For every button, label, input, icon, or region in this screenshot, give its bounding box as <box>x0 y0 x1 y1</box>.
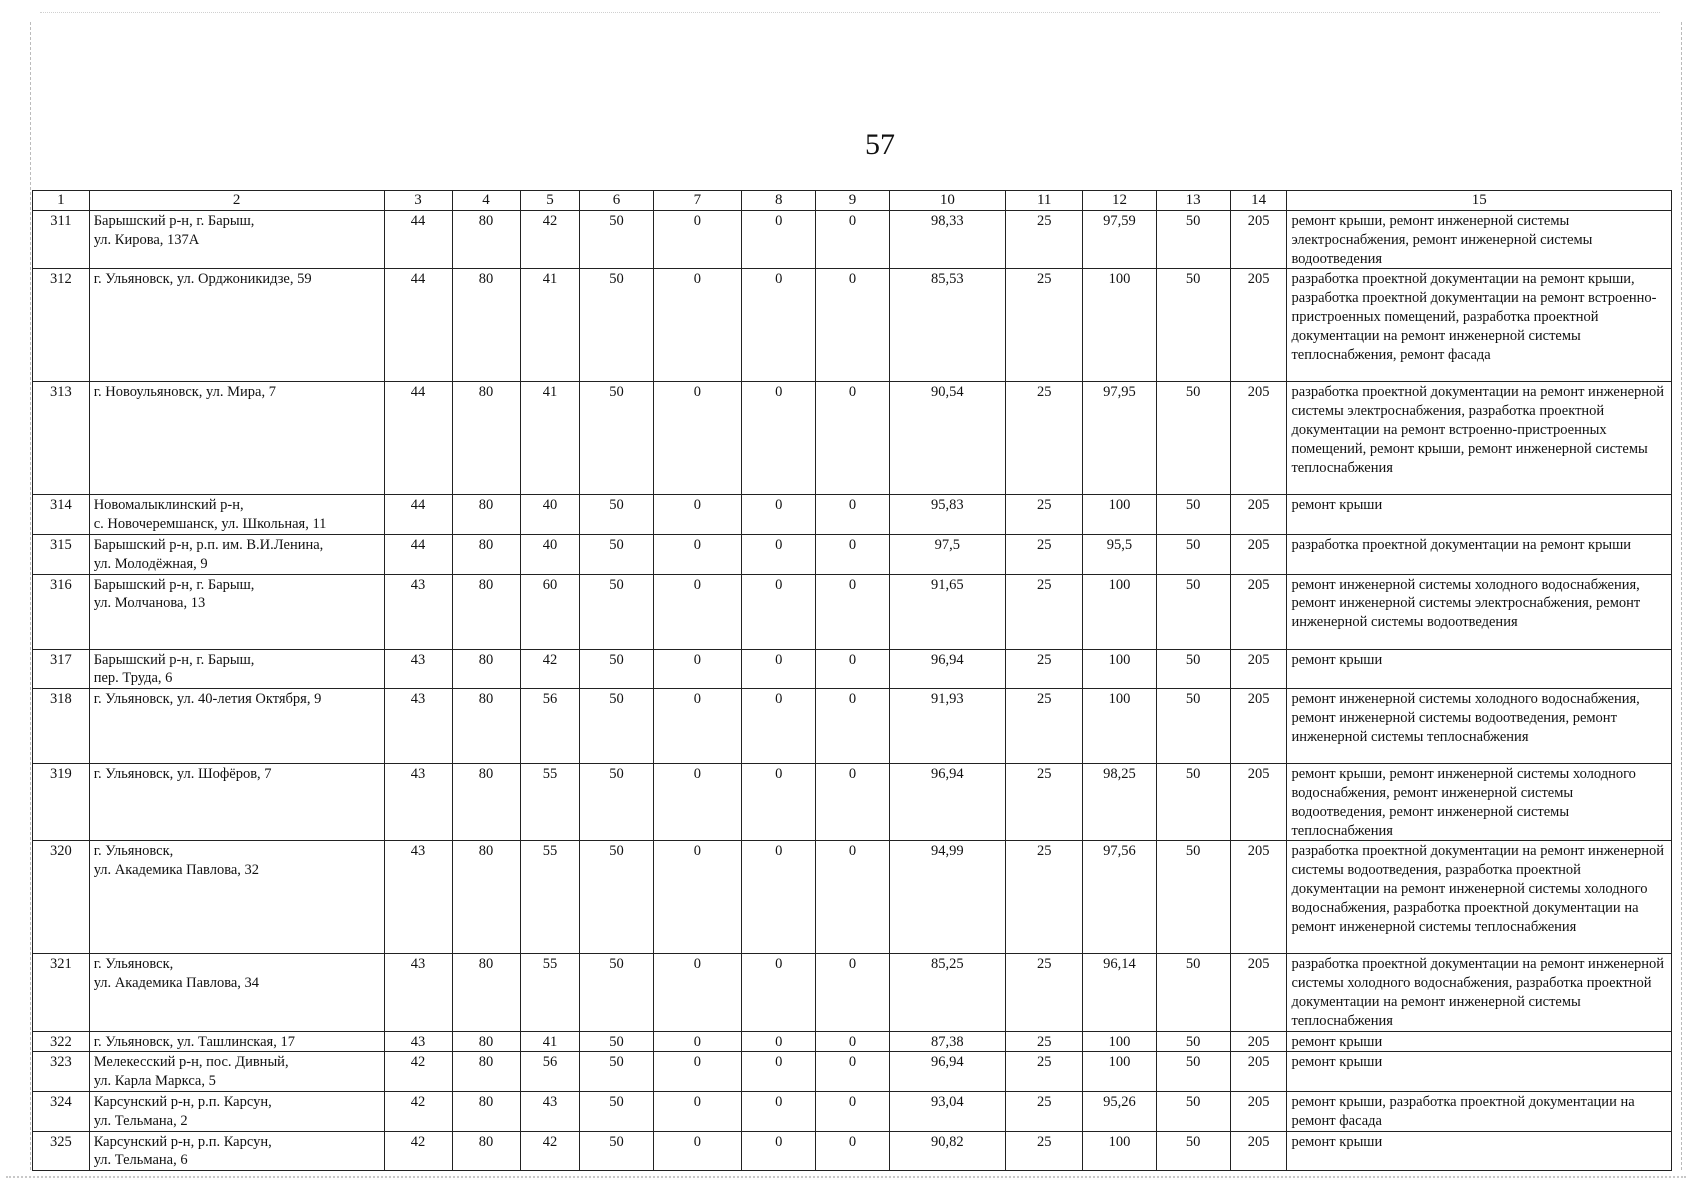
value-cell: 100 <box>1083 1031 1156 1052</box>
value-cell: 0 <box>742 1031 816 1052</box>
value-cell: 0 <box>742 534 816 574</box>
address-cell: Барышский р-н, г. Барыш, ул. Молчанова, 13 <box>89 574 384 649</box>
works-cell: разработка проектной документации на ремонт инженерной системы холодного водоснабжения, разработка проектной документации на ремонт инженерной системы теплоснабжения <box>1287 954 1672 1031</box>
value-cell: 0 <box>742 269 816 382</box>
table-row <box>33 211 1672 269</box>
row-number-cell: 324 <box>33 1091 90 1131</box>
row-number-cell: 319 <box>33 764 90 841</box>
value-cell: 0 <box>653 649 742 689</box>
works-cell: ремонт крыши <box>1287 649 1672 689</box>
value-cell: 25 <box>1006 534 1083 574</box>
value-cell: 55 <box>520 954 580 1031</box>
value-cell: 60 <box>520 574 580 649</box>
value-cell: 0 <box>742 211 816 269</box>
value-cell: 0 <box>653 211 742 269</box>
row-number-cell: 314 <box>33 495 90 535</box>
value-cell: 43 <box>384 954 452 1031</box>
column-header: 11 <box>1006 191 1083 211</box>
value-cell: 50 <box>1156 689 1230 764</box>
value-cell: 205 <box>1230 1131 1287 1171</box>
value-cell: 25 <box>1006 689 1083 764</box>
value-cell: 80 <box>452 534 520 574</box>
value-cell: 50 <box>580 1091 653 1131</box>
row-number-cell: 322 <box>33 1031 90 1052</box>
value-cell: 205 <box>1230 269 1287 382</box>
registry-table <box>32 190 1672 1171</box>
value-cell: 80 <box>452 841 520 954</box>
value-cell: 80 <box>452 574 520 649</box>
value-cell: 42 <box>520 649 580 689</box>
value-cell: 0 <box>653 841 742 954</box>
value-cell: 25 <box>1006 495 1083 535</box>
address-cell: г. Новоульяновск, ул. Мира, 7 <box>89 382 384 495</box>
column-header: 9 <box>816 191 889 211</box>
address-cell: Барышский р-н, г. Барыш, ул. Кирова, 137А <box>89 211 384 269</box>
value-cell: 44 <box>384 495 452 535</box>
value-cell: 42 <box>384 1131 452 1171</box>
address-cell: Карсунский р-н, р.п. Карсун, ул. Тельмана, 6 <box>89 1131 384 1171</box>
value-cell: 41 <box>520 382 580 495</box>
value-cell: 0 <box>653 1131 742 1171</box>
value-cell: 96,14 <box>1083 954 1156 1031</box>
value-cell: 43 <box>384 689 452 764</box>
column-header: 6 <box>580 191 653 211</box>
value-cell: 50 <box>580 495 653 535</box>
value-cell: 41 <box>520 1031 580 1052</box>
value-cell: 50 <box>580 534 653 574</box>
value-cell: 50 <box>580 1031 653 1052</box>
value-cell: 80 <box>452 1091 520 1131</box>
value-cell: 100 <box>1083 1131 1156 1171</box>
value-cell: 44 <box>384 211 452 269</box>
value-cell: 0 <box>653 1091 742 1131</box>
value-cell: 50 <box>580 649 653 689</box>
value-cell: 90,54 <box>889 382 1005 495</box>
column-header: 14 <box>1230 191 1287 211</box>
works-cell: разработка проектной документации на ремонт крыши, разработка проектной документации на ремонт встроенно-пристроенных помещений, разработка проектной документации на ремонт инженерной системы теплоснабжения, ремонт фасада <box>1287 269 1672 382</box>
value-cell: 50 <box>580 211 653 269</box>
value-cell: 0 <box>653 1052 742 1092</box>
column-header: 7 <box>653 191 742 211</box>
address-cell: Барышский р-н, р.п. им. В.И.Ленина, ул. Молодёжная, 9 <box>89 534 384 574</box>
works-cell: ремонт инженерной системы холодного водоснабжения, ремонт инженерной системы электроснабжения, ремонт инженерной системы водоотведения <box>1287 574 1672 649</box>
value-cell: 50 <box>1156 495 1230 535</box>
table-row <box>33 269 1672 382</box>
value-cell: 44 <box>384 269 452 382</box>
value-cell: 205 <box>1230 1031 1287 1052</box>
address-cell: Барышский р-н, г. Барыш, пер. Труда, 6 <box>89 649 384 689</box>
address-cell: Мелекесский р-н, пос. Дивный, ул. Карла Маркса, 5 <box>89 1052 384 1092</box>
row-number-cell: 323 <box>33 1052 90 1092</box>
works-cell: ремонт крыши <box>1287 1031 1672 1052</box>
value-cell: 100 <box>1083 574 1156 649</box>
column-header: 4 <box>452 191 520 211</box>
value-cell: 0 <box>742 841 816 954</box>
table-row <box>33 382 1672 495</box>
value-cell: 50 <box>580 382 653 495</box>
value-cell: 43 <box>384 1031 452 1052</box>
value-cell: 85,25 <box>889 954 1005 1031</box>
row-number-cell: 318 <box>33 689 90 764</box>
value-cell: 85,53 <box>889 269 1005 382</box>
value-cell: 50 <box>1156 534 1230 574</box>
value-cell: 0 <box>653 495 742 535</box>
value-cell: 25 <box>1006 1091 1083 1131</box>
value-cell: 25 <box>1006 574 1083 649</box>
value-cell: 0 <box>816 269 889 382</box>
value-cell: 80 <box>452 1031 520 1052</box>
row-number-cell: 317 <box>33 649 90 689</box>
value-cell: 100 <box>1083 495 1156 535</box>
value-cell: 97,56 <box>1083 841 1156 954</box>
column-header: 2 <box>89 191 384 211</box>
value-cell: 95,26 <box>1083 1091 1156 1131</box>
value-cell: 97,95 <box>1083 382 1156 495</box>
value-cell: 93,04 <box>889 1091 1005 1131</box>
scan-edge-top <box>40 12 1660 13</box>
value-cell: 94,99 <box>889 841 1005 954</box>
row-number-cell: 313 <box>33 382 90 495</box>
row-number-cell: 321 <box>33 954 90 1031</box>
value-cell: 95,5 <box>1083 534 1156 574</box>
value-cell: 80 <box>452 1052 520 1092</box>
value-cell: 50 <box>580 1131 653 1171</box>
column-header: 12 <box>1083 191 1156 211</box>
value-cell: 56 <box>520 689 580 764</box>
table-row <box>33 1031 1672 1052</box>
value-cell: 0 <box>653 764 742 841</box>
value-cell: 50 <box>1156 574 1230 649</box>
value-cell: 44 <box>384 534 452 574</box>
value-cell: 0 <box>742 495 816 535</box>
value-cell: 0 <box>816 954 889 1031</box>
value-cell: 95,83 <box>889 495 1005 535</box>
value-cell: 25 <box>1006 1031 1083 1052</box>
value-cell: 25 <box>1006 1131 1083 1171</box>
value-cell: 0 <box>742 649 816 689</box>
table-row <box>33 495 1672 535</box>
value-cell: 42 <box>520 211 580 269</box>
value-cell: 44 <box>384 382 452 495</box>
value-cell: 40 <box>520 534 580 574</box>
value-cell: 205 <box>1230 1091 1287 1131</box>
value-cell: 50 <box>1156 1031 1230 1052</box>
row-number-cell: 316 <box>33 574 90 649</box>
value-cell: 25 <box>1006 269 1083 382</box>
row-number-cell: 312 <box>33 269 90 382</box>
value-cell: 0 <box>742 1131 816 1171</box>
address-cell: г. Ульяновск, ул. Орджоникидзе, 59 <box>89 269 384 382</box>
value-cell: 0 <box>816 841 889 954</box>
address-cell: Карсунский р-н, р.п. Карсун, ул. Тельмана, 2 <box>89 1091 384 1131</box>
value-cell: 50 <box>580 269 653 382</box>
value-cell: 205 <box>1230 764 1287 841</box>
value-cell: 80 <box>452 689 520 764</box>
value-cell: 80 <box>452 764 520 841</box>
value-cell: 43 <box>384 764 452 841</box>
value-cell: 0 <box>742 1091 816 1131</box>
value-cell: 0 <box>742 764 816 841</box>
value-cell: 87,38 <box>889 1031 1005 1052</box>
value-cell: 91,93 <box>889 689 1005 764</box>
value-cell: 43 <box>384 574 452 649</box>
works-cell: ремонт крыши, разработка проектной документации на ремонт фасада <box>1287 1091 1672 1131</box>
value-cell: 80 <box>452 382 520 495</box>
value-cell: 50 <box>580 1052 653 1092</box>
value-cell: 50 <box>1156 841 1230 954</box>
address-cell: г. Ульяновск, ул. Академика Павлова, 34 <box>89 954 384 1031</box>
value-cell: 0 <box>653 382 742 495</box>
value-cell: 0 <box>742 382 816 495</box>
scan-edge-bottom <box>6 1176 1686 1178</box>
value-cell: 25 <box>1006 649 1083 689</box>
table-row <box>33 1052 1672 1092</box>
column-header: 3 <box>384 191 452 211</box>
works-cell: ремонт крыши <box>1287 1131 1672 1171</box>
value-cell: 0 <box>816 495 889 535</box>
value-cell: 50 <box>580 574 653 649</box>
table-row <box>33 534 1672 574</box>
value-cell: 205 <box>1230 841 1287 954</box>
value-cell: 205 <box>1230 649 1287 689</box>
table-row <box>33 649 1672 689</box>
value-cell: 0 <box>816 534 889 574</box>
value-cell: 0 <box>742 689 816 764</box>
value-cell: 205 <box>1230 1052 1287 1092</box>
column-header: 15 <box>1287 191 1672 211</box>
value-cell: 205 <box>1230 954 1287 1031</box>
value-cell: 25 <box>1006 764 1083 841</box>
value-cell: 41 <box>520 269 580 382</box>
value-cell: 100 <box>1083 269 1156 382</box>
value-cell: 96,94 <box>889 649 1005 689</box>
address-cell: Новомалыклинский р-н, с. Новочеремшанск, ул. Школьная, 11 <box>89 495 384 535</box>
value-cell: 80 <box>452 954 520 1031</box>
value-cell: 80 <box>452 495 520 535</box>
row-number-cell: 311 <box>33 211 90 269</box>
column-header: 13 <box>1156 191 1230 211</box>
value-cell: 0 <box>653 1031 742 1052</box>
row-number-cell: 320 <box>33 841 90 954</box>
value-cell: 0 <box>816 211 889 269</box>
works-cell: разработка проектной документации на ремонт инженерной системы электроснабжения, разработка проектной документации на ремонт встроенно-пристроенных помещений, ремонт крыши, ремонт инженерной системы теплоснабжения <box>1287 382 1672 495</box>
table-row <box>33 574 1672 649</box>
value-cell: 100 <box>1083 689 1156 764</box>
value-cell: 50 <box>1156 954 1230 1031</box>
value-cell: 205 <box>1230 211 1287 269</box>
column-header: 1 <box>33 191 90 211</box>
row-number-cell: 325 <box>33 1131 90 1171</box>
value-cell: 96,94 <box>889 764 1005 841</box>
value-cell: 80 <box>452 1131 520 1171</box>
value-cell: 0 <box>816 1031 889 1052</box>
value-cell: 0 <box>742 574 816 649</box>
row-number-cell: 315 <box>33 534 90 574</box>
value-cell: 0 <box>816 1052 889 1092</box>
value-cell: 80 <box>452 269 520 382</box>
page-number: 57 <box>865 128 895 161</box>
value-cell: 25 <box>1006 841 1083 954</box>
value-cell: 100 <box>1083 1052 1156 1092</box>
value-cell: 50 <box>1156 649 1230 689</box>
column-header: 10 <box>889 191 1005 211</box>
value-cell: 0 <box>653 689 742 764</box>
works-cell: ремонт крыши, ремонт инженерной системы электроснабжения, ремонт инженерной системы водоотведения <box>1287 211 1672 269</box>
value-cell: 0 <box>816 764 889 841</box>
header-row <box>33 191 1672 211</box>
works-cell: разработка проектной документации на ремонт инженерной системы водоотведения, разработка проектной документации на ремонт инженерной системы холодного водоснабжения, разработка проектной документации на ремонт инженерной системы теплоснабжения <box>1287 841 1672 954</box>
column-header: 5 <box>520 191 580 211</box>
table-row <box>33 954 1672 1031</box>
value-cell: 50 <box>580 841 653 954</box>
value-cell: 0 <box>816 382 889 495</box>
value-cell: 43 <box>520 1091 580 1131</box>
value-cell: 50 <box>1156 1131 1230 1171</box>
value-cell: 0 <box>816 649 889 689</box>
value-cell: 205 <box>1230 495 1287 535</box>
value-cell: 96,94 <box>889 1052 1005 1092</box>
value-cell: 50 <box>580 689 653 764</box>
value-cell: 97,59 <box>1083 211 1156 269</box>
value-cell: 80 <box>452 211 520 269</box>
value-cell: 205 <box>1230 382 1287 495</box>
value-cell: 0 <box>816 689 889 764</box>
value-cell: 56 <box>520 1052 580 1092</box>
address-cell: г. Ульяновск, ул. Академика Павлова, 32 <box>89 841 384 954</box>
value-cell: 43 <box>384 649 452 689</box>
value-cell: 0 <box>653 954 742 1031</box>
value-cell: 25 <box>1006 1052 1083 1092</box>
table-row <box>33 1091 1672 1131</box>
value-cell: 43 <box>384 841 452 954</box>
value-cell: 100 <box>1083 649 1156 689</box>
table-row <box>33 1131 1672 1171</box>
value-cell: 91,65 <box>889 574 1005 649</box>
table-row <box>33 841 1672 954</box>
value-cell: 0 <box>816 1131 889 1171</box>
value-cell: 0 <box>653 534 742 574</box>
value-cell: 50 <box>580 954 653 1031</box>
value-cell: 90,82 <box>889 1131 1005 1171</box>
value-cell: 97,5 <box>889 534 1005 574</box>
value-cell: 0 <box>653 269 742 382</box>
value-cell: 25 <box>1006 211 1083 269</box>
works-cell: ремонт крыши, ремонт инженерной системы холодного водоснабжения, ремонт инженерной системы водоотведения, ремонт инженерной системы теплоснабжения <box>1287 764 1672 841</box>
address-cell: г. Ульяновск, ул. 40-летия Октября, 9 <box>89 689 384 764</box>
value-cell: 50 <box>1156 1091 1230 1131</box>
value-cell: 80 <box>452 649 520 689</box>
value-cell: 0 <box>653 574 742 649</box>
value-cell: 50 <box>580 764 653 841</box>
value-cell: 50 <box>1156 211 1230 269</box>
value-cell: 0 <box>816 1091 889 1131</box>
value-cell: 40 <box>520 495 580 535</box>
value-cell: 42 <box>384 1052 452 1092</box>
table-row <box>33 689 1672 764</box>
value-cell: 0 <box>742 954 816 1031</box>
value-cell: 205 <box>1230 574 1287 649</box>
works-cell: ремонт инженерной системы холодного водоснабжения, ремонт инженерной системы водоотведения, ремонт инженерной системы теплоснабжения <box>1287 689 1672 764</box>
value-cell: 205 <box>1230 689 1287 764</box>
value-cell: 50 <box>1156 1052 1230 1092</box>
value-cell: 98,33 <box>889 211 1005 269</box>
value-cell: 25 <box>1006 382 1083 495</box>
works-cell: ремонт крыши <box>1287 495 1672 535</box>
value-cell: 205 <box>1230 534 1287 574</box>
address-cell: г. Ульяновск, ул. Шофёров, 7 <box>89 764 384 841</box>
value-cell: 42 <box>520 1131 580 1171</box>
address-cell: г. Ульяновск, ул. Ташлинская, 17 <box>89 1031 384 1052</box>
value-cell: 42 <box>384 1091 452 1131</box>
value-cell: 98,25 <box>1083 764 1156 841</box>
value-cell: 50 <box>1156 269 1230 382</box>
table-row <box>33 764 1672 841</box>
value-cell: 0 <box>742 1052 816 1092</box>
value-cell: 50 <box>1156 764 1230 841</box>
value-cell: 55 <box>520 764 580 841</box>
value-cell: 55 <box>520 841 580 954</box>
value-cell: 50 <box>1156 382 1230 495</box>
value-cell: 25 <box>1006 954 1083 1031</box>
works-cell: ремонт крыши <box>1287 1052 1672 1092</box>
value-cell: 0 <box>816 574 889 649</box>
column-header: 8 <box>742 191 816 211</box>
works-cell: разработка проектной документации на ремонт крыши <box>1287 534 1672 574</box>
